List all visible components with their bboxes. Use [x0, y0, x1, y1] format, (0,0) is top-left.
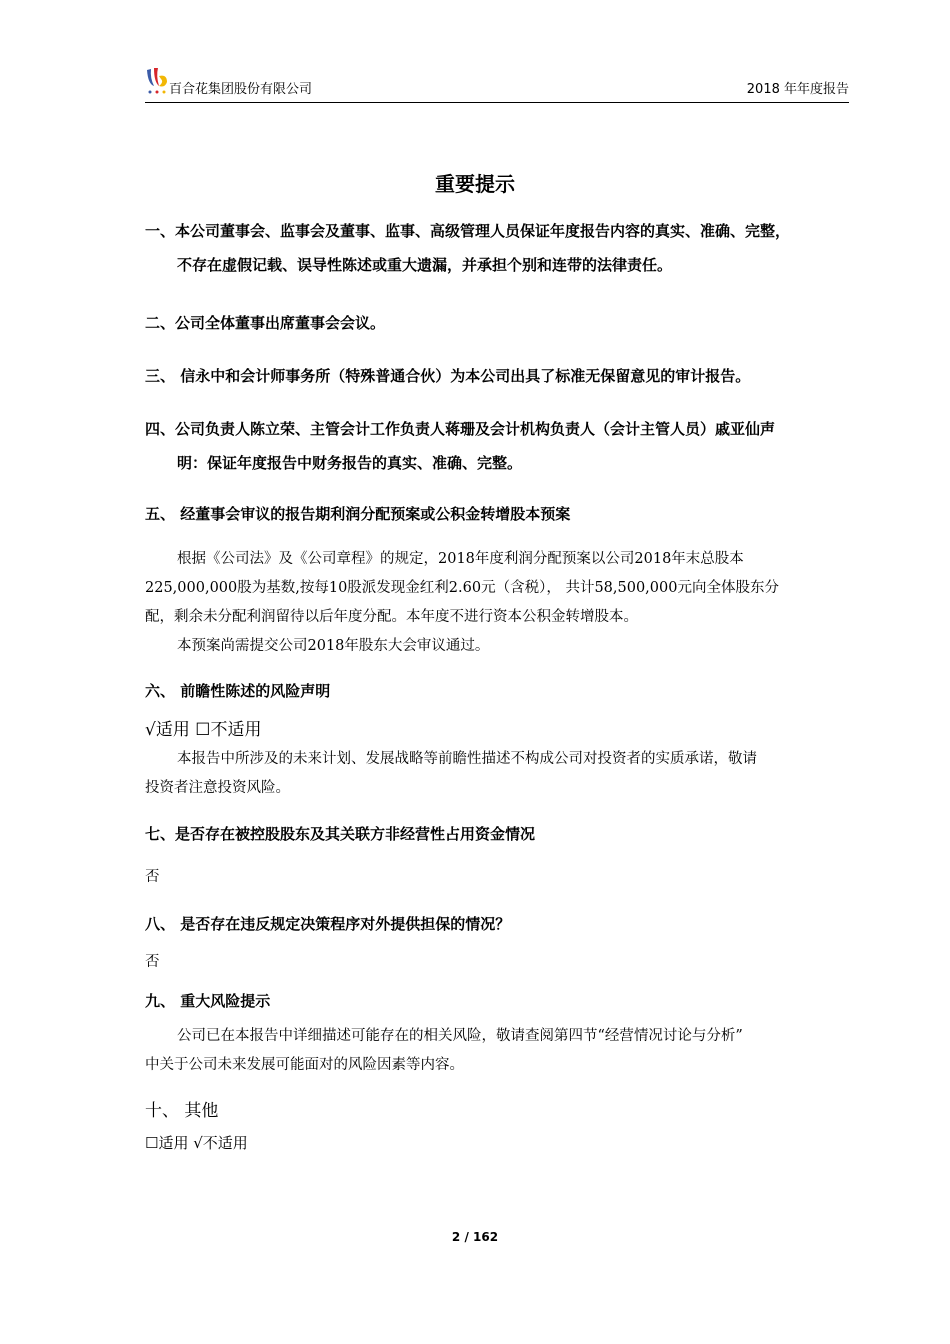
section-7-heading: 七、是否存在被控股股东及其关联方非经营性占用资金情况: [145, 825, 536, 843]
section-4: [145, 412, 850, 480]
section-8-heading: 八、 是否存在违反规定决策程序对外提供担保的情况？: [145, 915, 511, 933]
section-5-body: [145, 545, 850, 661]
section-2-line-1: 二、公司全体董事出席董事会会议。: [145, 314, 386, 332]
section-4-line-2: 明：保证年度报告中财务报告的真实、准确、完整。: [177, 454, 523, 472]
section-9-heading: 九、 重大风险提示: [145, 992, 271, 1010]
page-header: [145, 64, 849, 103]
section-5-para-line-2: 225,000,000股为基数,按每10股派发现金红利2.60元（含税）， 共计58,500,000元向全体股东分: [145, 580, 779, 596]
section-9-para-line-1: 公司已在本报告中详细描述可能存在的相关风险，敬请查阅第四节“经营情况讨论与分析”: [177, 1028, 743, 1044]
section-6-applicability: √适用 ☐不适用: [145, 720, 262, 740]
section-8-answer: 否: [145, 954, 160, 970]
section-1: [145, 214, 850, 282]
section-5-para-line-3: 配，剩余未分配利润留待以后年度分配。本年度不进行资本公积金转增股本。: [145, 609, 638, 625]
company-logo-icon: [145, 66, 169, 96]
section-9-body: [145, 1022, 850, 1080]
section-1-line-1: 一、本公司董事会、监事会及董事、监事、高级管理人员保证年度报告内容的真实、准确、完整，: [145, 222, 791, 240]
page-title: 重要提示: [435, 172, 515, 196]
section-3-line-1: 三、 信永中和会计师事务所（特殊普通合伙）为本公司出具了标准无保留意见的审计报告。: [145, 367, 751, 385]
section-6-body: [145, 745, 850, 803]
section-1-line-2: 不存在虚假记载、误导性陈述或重大遗漏，并承担个别和连带的法律责任。: [177, 256, 673, 274]
section-5-heading: 五、 经董事会审议的报告期利润分配预案或公积金转增股本预案: [145, 505, 571, 523]
section-2: [145, 306, 850, 340]
section-5-para-line-4: 本预案尚需提交公司2018年股东大会审议通过。: [177, 638, 490, 654]
section-4-line-1: 四、公司负责人陈立荣、主管会计工作负责人蒋珊及会计机构负责人（会计主管人员）戚亚仙声: [145, 420, 776, 438]
section-3: [145, 359, 850, 393]
section-10-applicability: ☐适用 √不适用: [145, 1134, 248, 1152]
page-number: 2 / 162: [451, 1230, 499, 1244]
section-5-para-line-1: 根据《公司法》及《公司章程》的规定，2018年度利润分配预案以公司2018年末总股本: [177, 551, 744, 567]
section-10-heading: 十、 其他: [145, 1101, 219, 1121]
section-6-heading: 六、 前瞻性陈述的风险声明: [145, 682, 331, 700]
section-6-para-line-2: 投资者注意投资风险。: [145, 780, 290, 796]
company-name: 百合花集团股份有限公司: [169, 82, 313, 97]
section-6-para-line-1: 本报告中所涉及的未来计划、发展战略等前瞻性描述不构成公司对投资者的实质承诺，敬请: [177, 751, 757, 767]
section-7-answer: 否: [145, 869, 160, 885]
report-title: 2018 年年度报告: [746, 82, 849, 97]
section-9-para-line-2: 中关于公司未来发展可能面对的风险因素等内容。: [145, 1057, 464, 1073]
